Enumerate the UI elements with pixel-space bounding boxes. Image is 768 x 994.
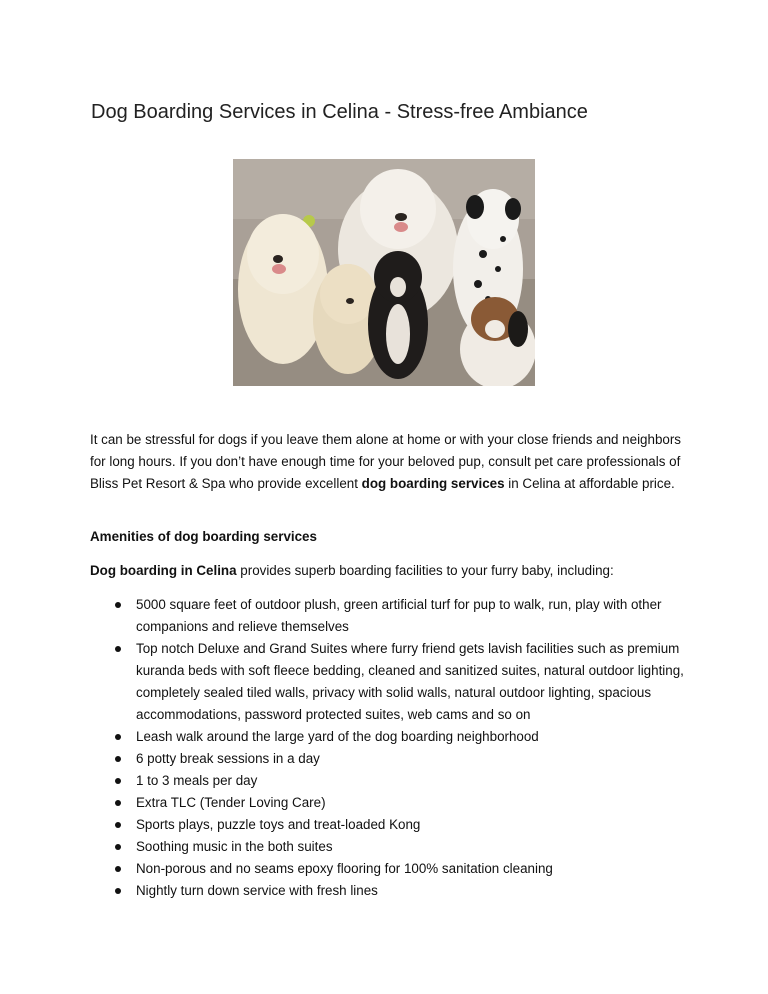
intro-text: It can be stressful for dogs if you leave them alone at home or with your close friends and neighbors for long hours. If you don’t have enough time for your beloved pup, consult pet care professionals of Bliss Pet Resort & Spa who provide excellent [90, 432, 681, 491]
intro-paragraph [90, 429, 690, 495]
bullet-icon [115, 844, 121, 850]
intro-text-end: in Celina at affordable price. [504, 476, 675, 491]
list-item [90, 726, 690, 748]
boxer-dog-muzzle [390, 277, 406, 297]
list-item-text: Sports plays, puzzle toys and treat-loaded Kong [136, 817, 421, 832]
dalmatian-ear [505, 198, 521, 220]
lab-dog-nose [346, 298, 354, 304]
lead-bold: Dog boarding in Celina [90, 563, 237, 578]
bullet-icon [115, 734, 121, 740]
list-item [90, 594, 690, 638]
golden-dog-tongue [272, 264, 286, 274]
bullet-icon [115, 756, 121, 762]
intro-bold-link: dog boarding services [361, 476, 505, 491]
bullet-icon [115, 646, 121, 652]
dalmatian-spot [479, 250, 487, 258]
list-item-text: Non-porous and no seams epoxy flooring for 100% sanitation cleaning [136, 861, 553, 876]
bullet-icon [115, 602, 121, 608]
big-white-dog-nose [395, 213, 407, 221]
bullet-icon [115, 800, 121, 806]
list-item [90, 792, 690, 814]
dalmatian-spot [495, 266, 501, 272]
bullet-icon [115, 888, 121, 894]
dalmatian-ear [466, 195, 484, 219]
golden-dog-nose [273, 255, 283, 263]
lead-text: provides superb boarding facilities to your furry baby, including: [236, 563, 614, 578]
big-white-dog-head [360, 169, 436, 249]
lead-paragraph [90, 560, 690, 582]
dalmatian-spot [474, 280, 482, 288]
dogs-photo [233, 159, 535, 386]
amenities-list [90, 594, 690, 902]
list-item-text: 5000 square feet of outdoor plush, green artificial turf for pup to walk, run, play with other companions and relieve themselves [136, 597, 662, 634]
beagle-muzzle [485, 320, 505, 338]
list-item [90, 880, 690, 902]
list-item [90, 836, 690, 858]
boxer-dog-chest [386, 304, 410, 364]
list-item [90, 638, 690, 726]
list-item-text: 6 potty break sessions in a day [136, 751, 320, 766]
bullet-icon [115, 778, 121, 784]
list-item [90, 748, 690, 770]
lab-dog-head [320, 264, 376, 324]
list-item-text: Soothing music in the both suites [136, 839, 333, 854]
bullet-icon [115, 822, 121, 828]
list-item [90, 814, 690, 836]
list-item-text: Nightly turn down service with fresh lines [136, 883, 378, 898]
big-white-dog-tongue [394, 222, 408, 232]
list-item-text: 1 to 3 meals per day [136, 773, 258, 788]
page-title: Dog Boarding Services in Celina - Stress-free Ambiance [91, 101, 588, 123]
list-item-text: Top notch Deluxe and Grand Suites where furry friend gets lavish facilities such as premium kuranda beds with soft fleece bedding, cleaned and sanitized suites, natural outdoor lighting, completely sealed tiled walls, privacy with solid walls, natural outdoor lighting, spacious accommodations, password protected suites, web cams and so on [136, 641, 684, 722]
list-item [90, 858, 690, 880]
list-item [90, 770, 690, 792]
bullet-icon [115, 866, 121, 872]
list-item-text: Extra TLC (Tender Loving Care) [136, 795, 326, 810]
amenities-heading: Amenities of dog boarding services [90, 529, 317, 544]
dalmatian-spot [500, 236, 506, 242]
list-item-text: Leash walk around the large yard of the dog boarding neighborhood [136, 729, 539, 744]
golden-dog-head [247, 214, 319, 294]
beagle-ear [508, 311, 528, 347]
